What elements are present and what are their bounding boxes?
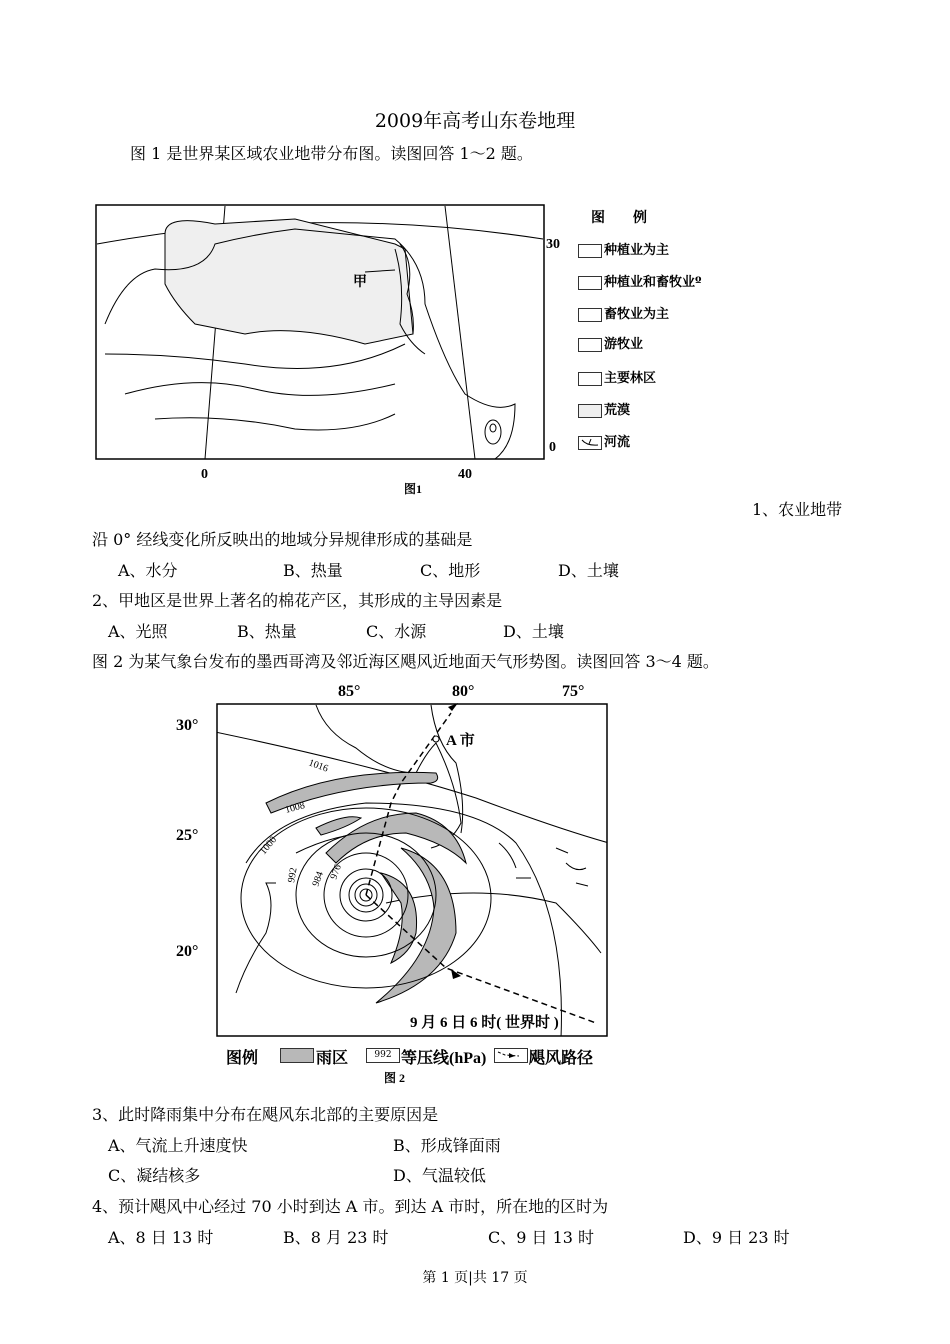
lat-label: 30° [176,717,199,734]
isobar-swatch: 992 [366,1048,400,1063]
q1-option-b: B、热量 [283,561,343,580]
intro-figure2: 图 2 为某气象台发布的墨西哥湾及邻近海区飓风近地面天气形势图。读图回答 3～4 题。 [92,652,719,671]
city-label-a: A 市 [446,733,475,749]
page-title: 2009年高考山东卷地理 [374,110,576,132]
q3-option-a: A、气流上升速度快 [108,1136,248,1155]
q3-option-d: D、气温较低 [393,1166,486,1185]
lon-label: 75° [562,683,585,700]
isobar-label: 1016 [306,757,330,775]
figure1-map [95,204,547,462]
lon-label: 40 [458,467,472,482]
hurricane-path-icon [494,1048,528,1063]
time-label: 9 月 6 日 6 时( 世界时 ) [410,1015,559,1031]
legend-item: 河流 [578,431,630,450]
q1-stem: 沿 0° 经线变化所反映出的地域分异规律形成的基础是 [92,530,473,549]
figure2-map [216,703,609,1038]
isobar-label: 976 [328,863,344,882]
box-icon [578,338,602,352]
lat-label: 0 [549,440,556,455]
legend-item: 种植业为主 [578,239,669,258]
legend-item: 种植业和畜牧业º [578,271,702,290]
isobar-label: 984 [310,870,326,889]
lon-label: 85° [338,683,361,700]
q2-option-a: A、光照 [108,622,168,641]
q1-stem-part1: 1、农业地带 [752,500,843,519]
legend-item: 主要林区 [578,367,656,386]
figure2-caption: 图 2 [384,1071,406,1085]
q4-option-b: B、8 月 23 时 [283,1228,389,1247]
legend-title: 图 例 [591,210,647,226]
rain-swatch [280,1048,314,1063]
lon-label: 80° [452,683,475,700]
legend-item: 荒漠 [578,399,630,418]
box-icon [578,308,602,322]
q1-option-a: A、水分 [118,561,178,580]
box-icon [578,276,602,290]
lat-label: 25° [176,827,199,844]
q2-option-c: C、水源 [366,622,427,641]
q3-stem: 3、此时降雨集中分布在飓风东北部的主要原因是 [92,1105,439,1124]
lon-label: 0 [201,467,208,482]
box-icon [578,244,602,258]
lat-label: 20° [176,943,199,960]
q3-option-c: C、凝结核多 [108,1166,201,1185]
legend-item: 游牧业 [578,333,643,352]
q4-option-c: C、9 日 13 时 [488,1228,595,1247]
legend-isobar: 等压线(hPa) [401,1050,487,1067]
shaded-box-icon [578,404,602,418]
isobar-label: 992 [286,866,300,884]
q1-option-d: D、土壤 [558,561,619,580]
legend-item: 畜牧业为主 [578,303,669,322]
q4-stem: 4、预计飓风中心经过 70 小时到达 A 市。到达 A 市时，所在地的区时为 [92,1197,609,1216]
legend-rain: 雨区 [316,1050,349,1067]
q2-option-b: B、热量 [237,622,297,641]
intro-figure1: 图 1 是世界某区域农业地带分布图。读图回答 1～2 题。 [130,144,533,163]
q2-option-d: D、土壤 [503,622,564,641]
q3-option-b: B、形成锋面雨 [393,1136,501,1155]
isobar-label: 1000 [257,834,280,857]
river-icon [578,436,602,450]
figure1-caption: 图1 [404,482,423,496]
isobar-label: 1008 [283,800,307,816]
lat-label: 30 [546,237,560,252]
q4-option-a: A、8 日 13 时 [108,1228,214,1247]
q2-stem: 2、甲地区是世界上著名的棉花产区，其形成的主导因素是 [92,591,503,610]
page-footer: 第 1 页|共 17 页 [422,1270,528,1286]
box-icon [578,372,602,386]
legend-title: 图例 [226,1050,259,1067]
legend-path: 飓风路径 [529,1050,594,1067]
place-label-jia: 甲 [353,275,367,290]
q1-option-c: C、地形 [420,561,481,580]
q4-option-d: D、9 日 23 时 [683,1228,790,1247]
